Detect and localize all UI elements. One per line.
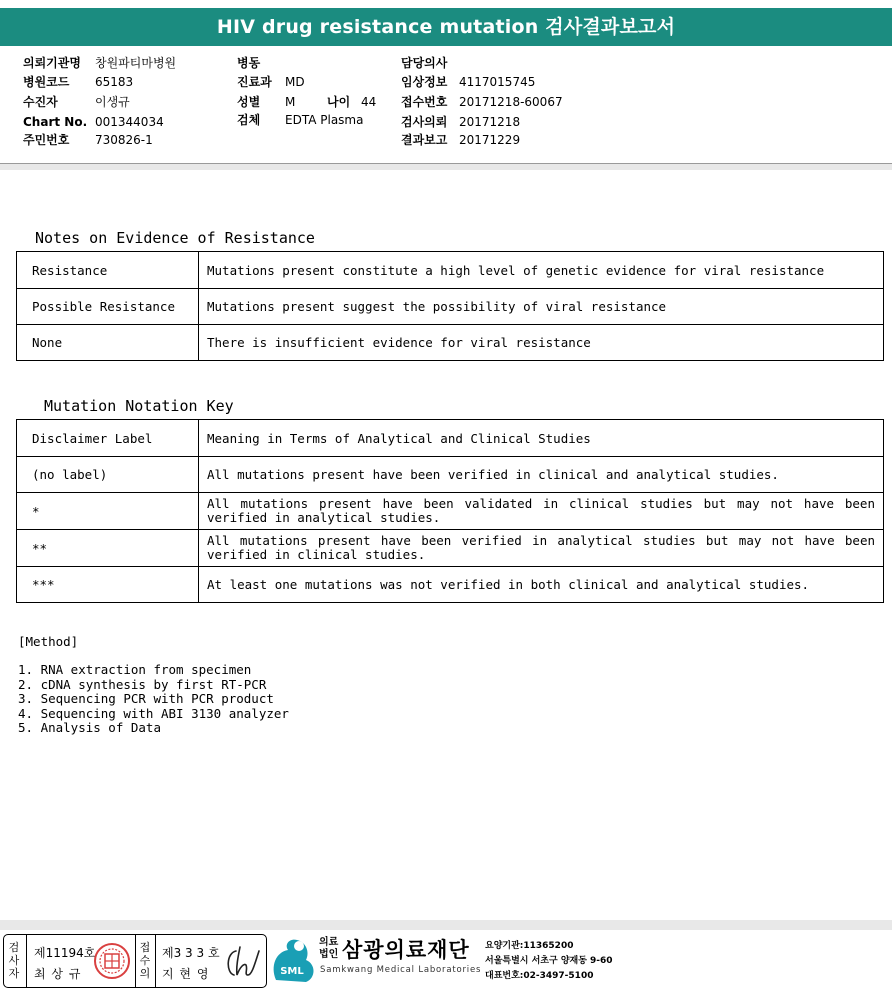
method-steps <box>18 663 289 736</box>
table-row <box>17 325 884 361</box>
table-row <box>17 567 884 603</box>
header-chart-no: Chart No. 001344034 <box>23 115 164 129</box>
header-hospital-code: 병원코드 65183 <box>23 75 134 89</box>
notation-label: * <box>17 493 199 530</box>
examiner-label: 검사자 <box>8 941 20 980</box>
table-row <box>17 457 884 493</box>
header-request-date: 검사의뢰 20171218 <box>401 115 521 129</box>
method-step: 3. Sequencing PCR with PCR product <box>18 691 274 707</box>
header-specimen: 검체 EDTA Plasma <box>237 113 364 127</box>
method-step: 2. cDNA synthesis by first RT-PCR <box>18 676 267 692</box>
table-row <box>17 289 884 325</box>
evidence-label: None <box>17 325 199 361</box>
examiner-license: 제11194호 <box>34 946 96 960</box>
signature-box <box>3 934 267 988</box>
evidence-label: Possible Resistance <box>17 289 199 325</box>
org-address: 서울특별시 서초구 양재동 9-60 <box>485 956 613 966</box>
signature-icon <box>222 943 262 981</box>
header-report-date: 결과보고 20171229 <box>401 133 521 147</box>
notation-text: At least one mutations was not verified in both clinical and analytical studies. <box>199 567 884 603</box>
header-ward: 병동 <box>237 56 261 70</box>
header-receipt-no: 접수번호 20171218-60067 <box>401 95 563 109</box>
header-hospital-name: 의뢰기관명 창원파티마병원 <box>23 56 177 70</box>
footer-band <box>0 920 892 930</box>
seal-icon <box>92 941 132 981</box>
receiver-name: 지 현 영 <box>162 967 210 981</box>
notation-section-title: Mutation Notation Key <box>44 397 234 415</box>
logo-text: SML <box>280 966 304 977</box>
evidence-table <box>16 251 884 361</box>
header-department: 진료과 MD <box>237 75 305 89</box>
table-row <box>17 420 884 457</box>
evidence-text: There is insufficient evidence for viral resistance <box>199 325 884 361</box>
receiver-label: 접수의 <box>139 941 151 980</box>
header-band <box>0 164 892 170</box>
notation-text: All mutations present have been validated in clinical studies but may not have been verified in analytical studies. <box>199 493 884 530</box>
evidence-label: Resistance <box>17 252 199 289</box>
table-row <box>17 530 884 567</box>
org-name: 삼광의료재단 <box>342 938 470 962</box>
table-row <box>17 252 884 289</box>
report-title: HIV drug resistance mutation 검사결과보고서 <box>0 8 892 46</box>
signature-divider <box>26 935 27 987</box>
notation-label: (no label) <box>17 457 199 493</box>
table-row <box>17 493 884 530</box>
method-title: [Method] <box>18 634 79 649</box>
header-doctor: 담당의사 <box>401 56 448 70</box>
header-patient-name: 수진자 이생규 <box>23 95 130 109</box>
notation-label: Disclaimer Label <box>17 420 199 457</box>
evidence-text: Mutations present suggest the possibility of viral resistance <box>199 289 884 325</box>
org-type: 의료법인 <box>319 937 339 960</box>
evidence-text: Mutations present constitute a high level of genetic evidence for viral resistance <box>199 252 884 289</box>
examiner-name: 최 상 규 <box>34 967 82 981</box>
notation-label: *** <box>17 567 199 603</box>
notation-table <box>16 419 884 603</box>
receiver-license: 제3 3 3 호 <box>162 946 220 960</box>
notation-text: All mutations present have been verified in clinical and analytical studies. <box>199 457 884 493</box>
header-age: 나이 44 <box>327 95 377 109</box>
signature-divider <box>155 935 156 987</box>
institution-code: 요양기관:11365200 <box>485 941 574 951</box>
method-step: 4. Sequencing with ABI 3130 analyzer <box>18 705 289 721</box>
method-step: 1. RNA extraction from specimen <box>18 662 252 677</box>
notation-text: All mutations present have been verified in analytical studies but may not have been verified in clinical studies. <box>199 530 884 567</box>
header-clinical-info: 임상정보 4117015745 <box>401 75 536 89</box>
sml-logo-icon <box>270 936 318 984</box>
header-sex: 성별 M <box>237 95 296 109</box>
header-resident-no: 주민번호 730826-1 <box>23 133 153 147</box>
evidence-section-title: Notes on Evidence of Resistance <box>35 229 315 247</box>
signature-divider <box>135 935 136 987</box>
notation-label: ** <box>17 530 199 567</box>
notation-text: Meaning in Terms of Analytical and Clinical Studies <box>199 420 884 457</box>
org-english-name: Samkwang Medical Laboratories <box>320 965 482 975</box>
org-phone: 대표번호:02-3497-5100 <box>485 971 594 981</box>
method-step: 5. Analysis of Data <box>18 720 161 736</box>
